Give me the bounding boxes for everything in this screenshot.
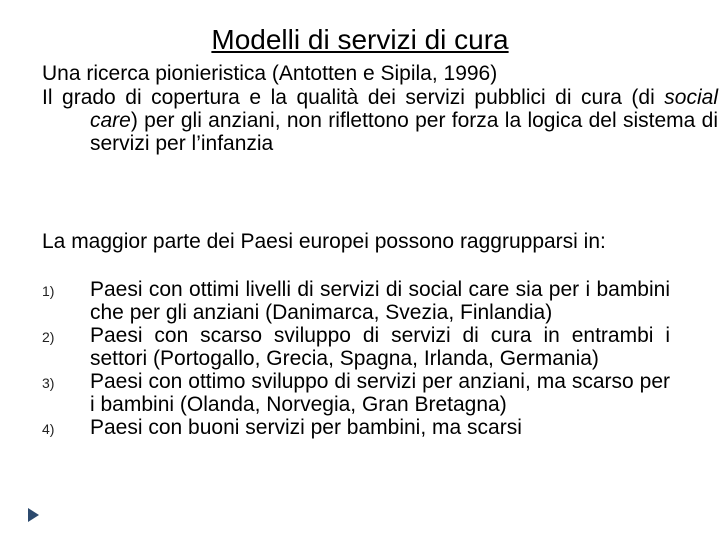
list-number: 4) xyxy=(42,421,55,437)
list-item-text: Paesi con ottimi livelli di servizi di social care sia per i bambini che per gli anziani (Danimarca, Svezia, Finlandia) xyxy=(90,278,670,324)
list-item xyxy=(42,370,670,416)
coverage-text-end: ) per gli anziani, non riflettono per forza la logica del sistema di servizi per l’infanzia xyxy=(90,109,718,155)
list-item-text: Paesi con buoni servizi per bambini, ma scarsi xyxy=(90,416,522,439)
triangle-bullet-icon xyxy=(28,508,39,522)
social-care-term: social care xyxy=(90,86,718,132)
list-item xyxy=(42,324,670,370)
slide-title: Modelli di servizi di cura xyxy=(211,24,509,55)
list-item-text: Paesi con scarso sviluppo di servizi di cura in entrambi i settori (Portogallo, Grecia, Spagna, Irlanda, Germania) xyxy=(90,324,670,370)
list-item xyxy=(42,278,670,324)
grouping-intro: La maggior parte dei Paesi europei possono raggrupparsi in: xyxy=(42,230,606,253)
list-number: 1) xyxy=(42,283,55,299)
coverage-paragraph xyxy=(42,86,718,155)
coverage-text-start: Il grado di copertura e la qualità dei servizi pubblici di cura (di xyxy=(42,86,665,109)
list-number: 3) xyxy=(42,375,55,391)
list-item xyxy=(42,416,670,439)
country-groups-list xyxy=(42,278,670,439)
list-number: 2) xyxy=(42,329,55,345)
list-item-text: Paesi con ottimo sviluppo di servizi per anziani, ma scarso per i bambini (Olanda, Norvegia, Gran Bretagna) xyxy=(90,370,670,416)
research-line: Una ricerca pionieristica (Antotten e Sipila, 1996) xyxy=(42,62,498,85)
